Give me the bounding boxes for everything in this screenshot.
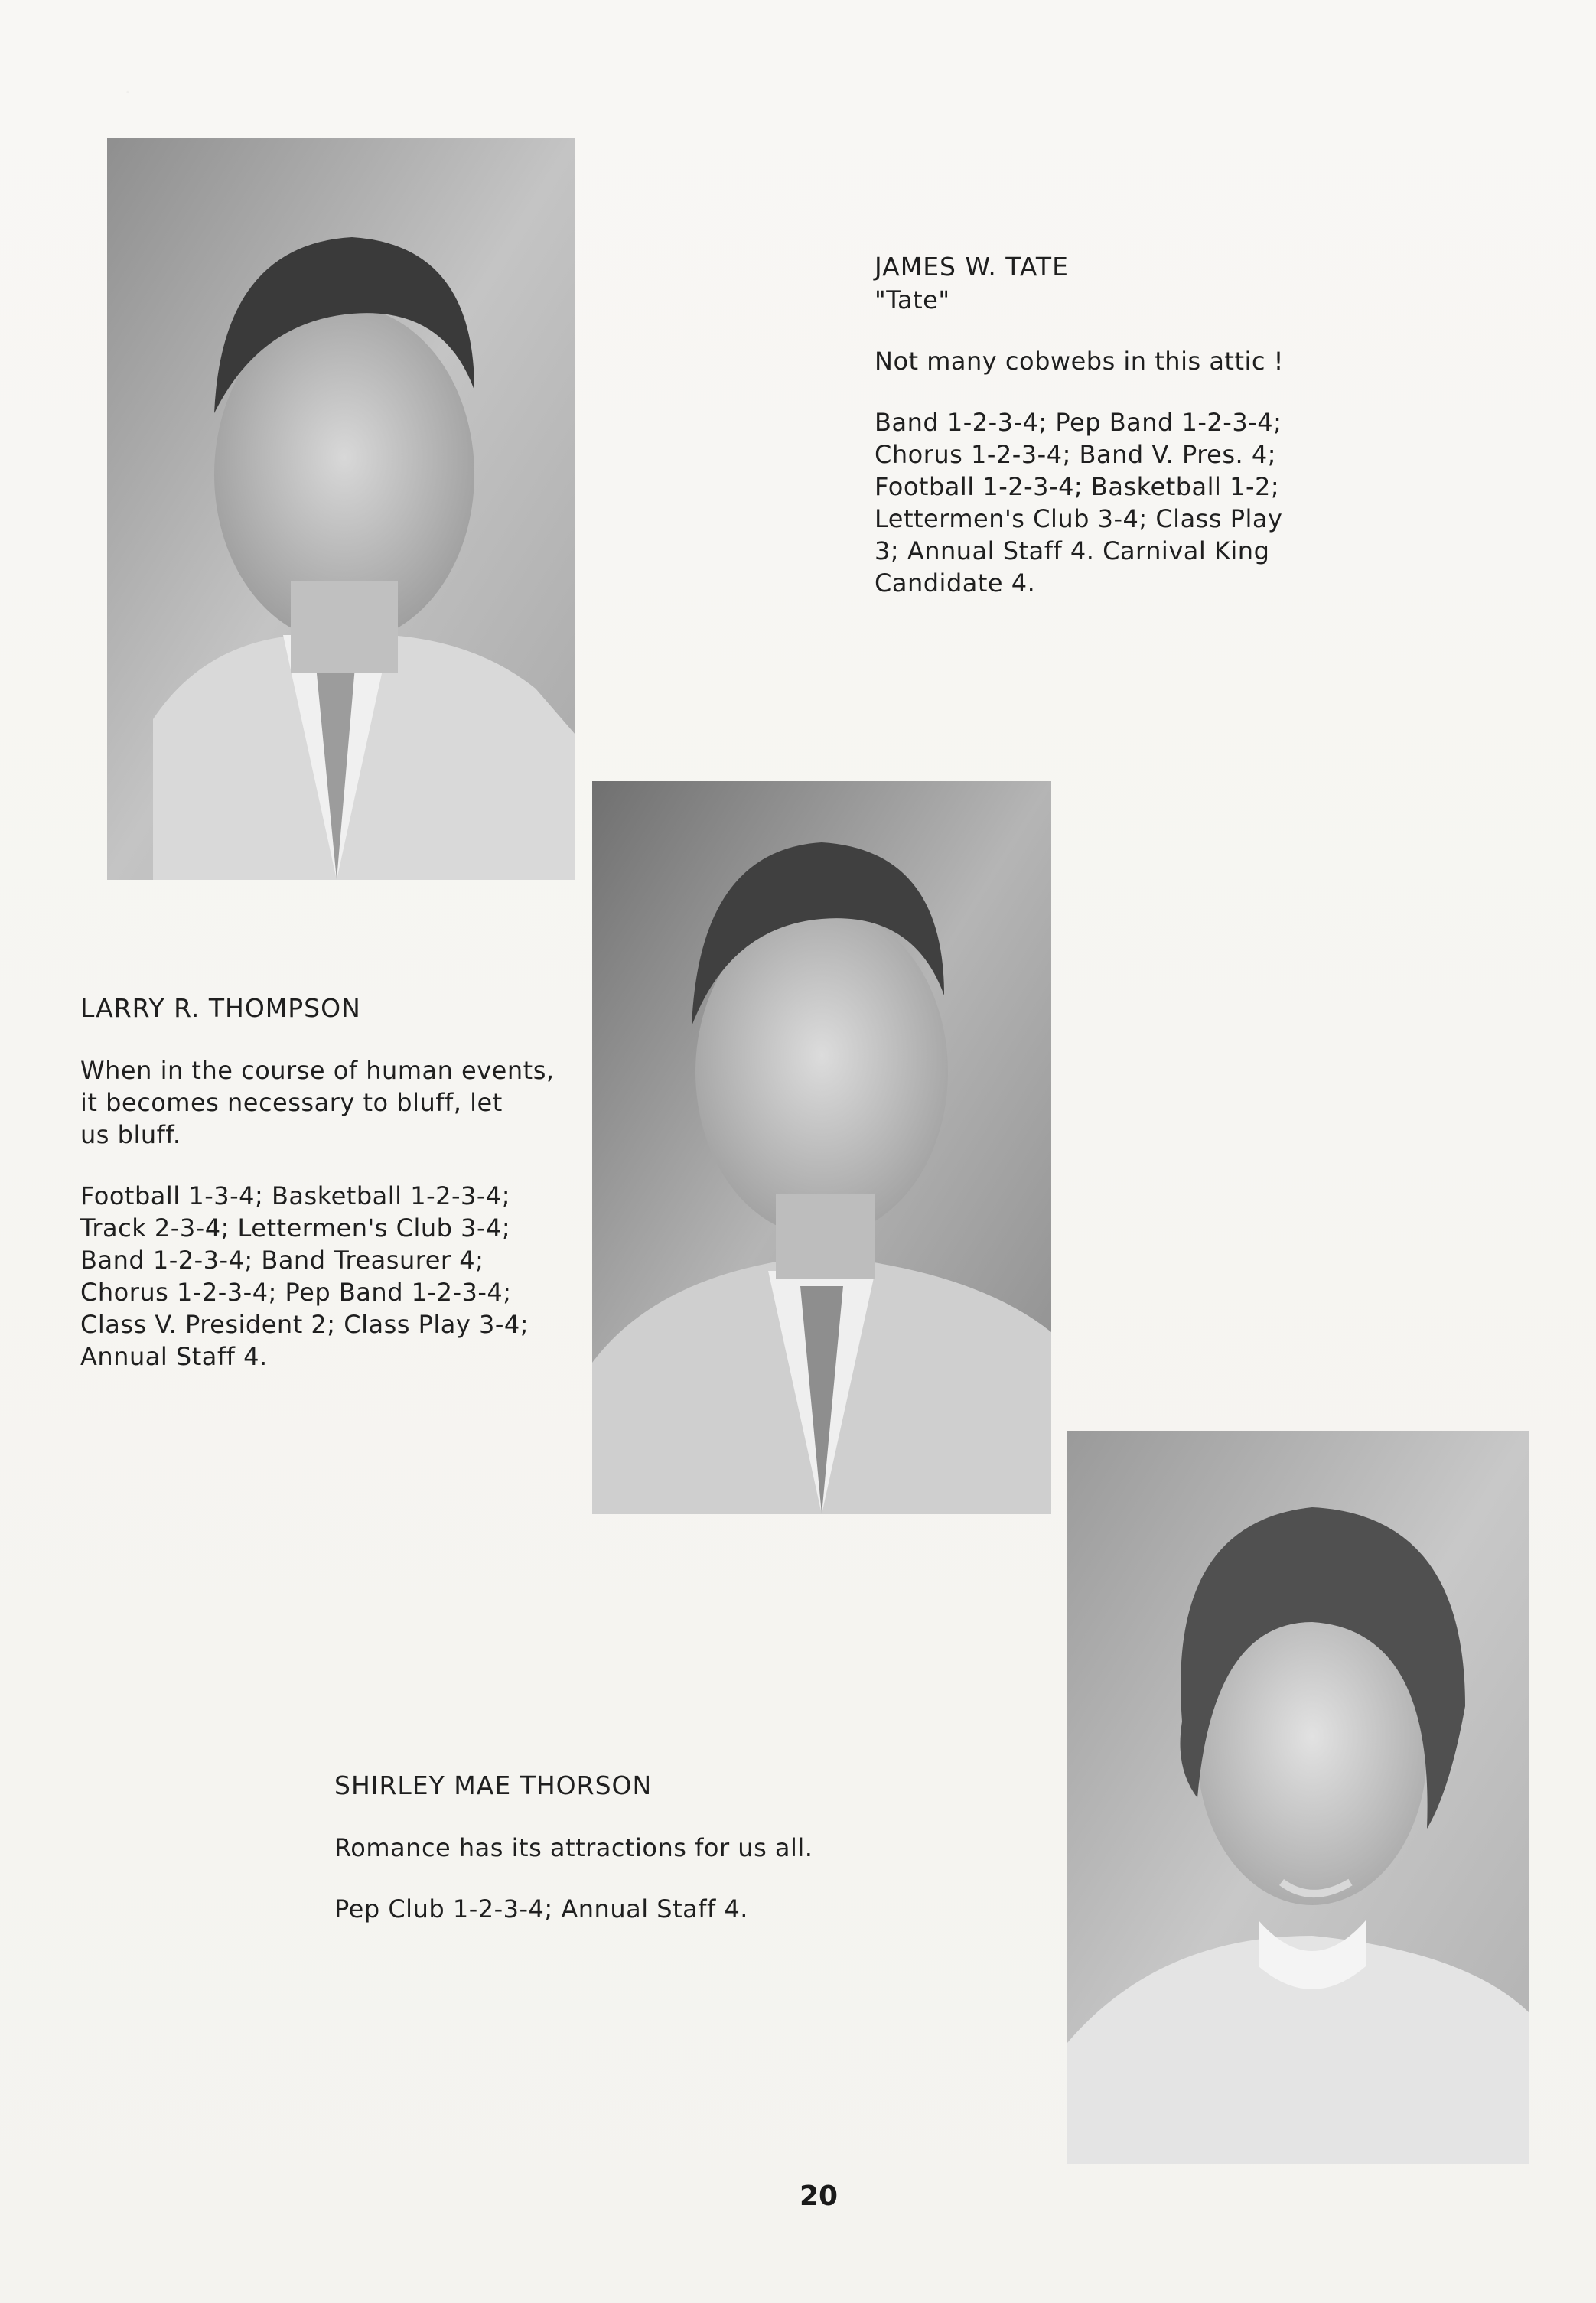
portrait-photo-tate <box>107 138 575 880</box>
bio-block-thorson <box>334 1769 824 1925</box>
portrait-photo-thompson <box>592 781 1051 1514</box>
student-quote: Not many cobwebs in this attic ! <box>875 347 1284 376</box>
page-number: 20 <box>799 2181 839 2212</box>
portrait-image <box>1067 1431 1529 2164</box>
student-quote: When in the course of human events, it becomes necessary to bluff, let us bluff. <box>80 1056 555 1149</box>
student-name: JAMES W. TATE <box>875 252 1069 282</box>
student-name: SHIRLEY MAE THORSON <box>334 1770 653 1800</box>
student-activities: Football 1-3-4; Basketball 1-2-3-4; Track 2-3-4; Lettermen's Club 3-4; Band 1-2-3-4; Band Treasurer 4; Chorus 1-2-3-4; Pep Band 1-2-3-4; Class V. President 2; Class Play 3-4; Annual Staff 4. <box>80 1181 529 1371</box>
student-name: LARRY R. THOMPSON <box>80 993 361 1023</box>
bio-block-tate <box>875 250 1318 599</box>
student-quote: Romance has its attractions for us all. <box>334 1833 813 1862</box>
portrait-image <box>592 781 1051 1514</box>
portrait-photo-thorson <box>1067 1431 1529 2164</box>
bio-block-thompson <box>80 992 570 1373</box>
student-activities: Band 1-2-3-4; Pep Band 1-2-3-4; Chorus 1-2-3-4; Band V. Pres. 4; Football 1-2-3-4; Basketball 1-2; Lettermen's Club 3-4; Class Play 3; Annual Staff 4. Carnival King Candidate 4. <box>875 408 1283 598</box>
portrait-image <box>107 138 575 880</box>
student-activities: Pep Club 1-2-3-4; Annual Staff 4. <box>334 1894 748 1924</box>
student-nickname: "Tate" <box>875 285 950 314</box>
